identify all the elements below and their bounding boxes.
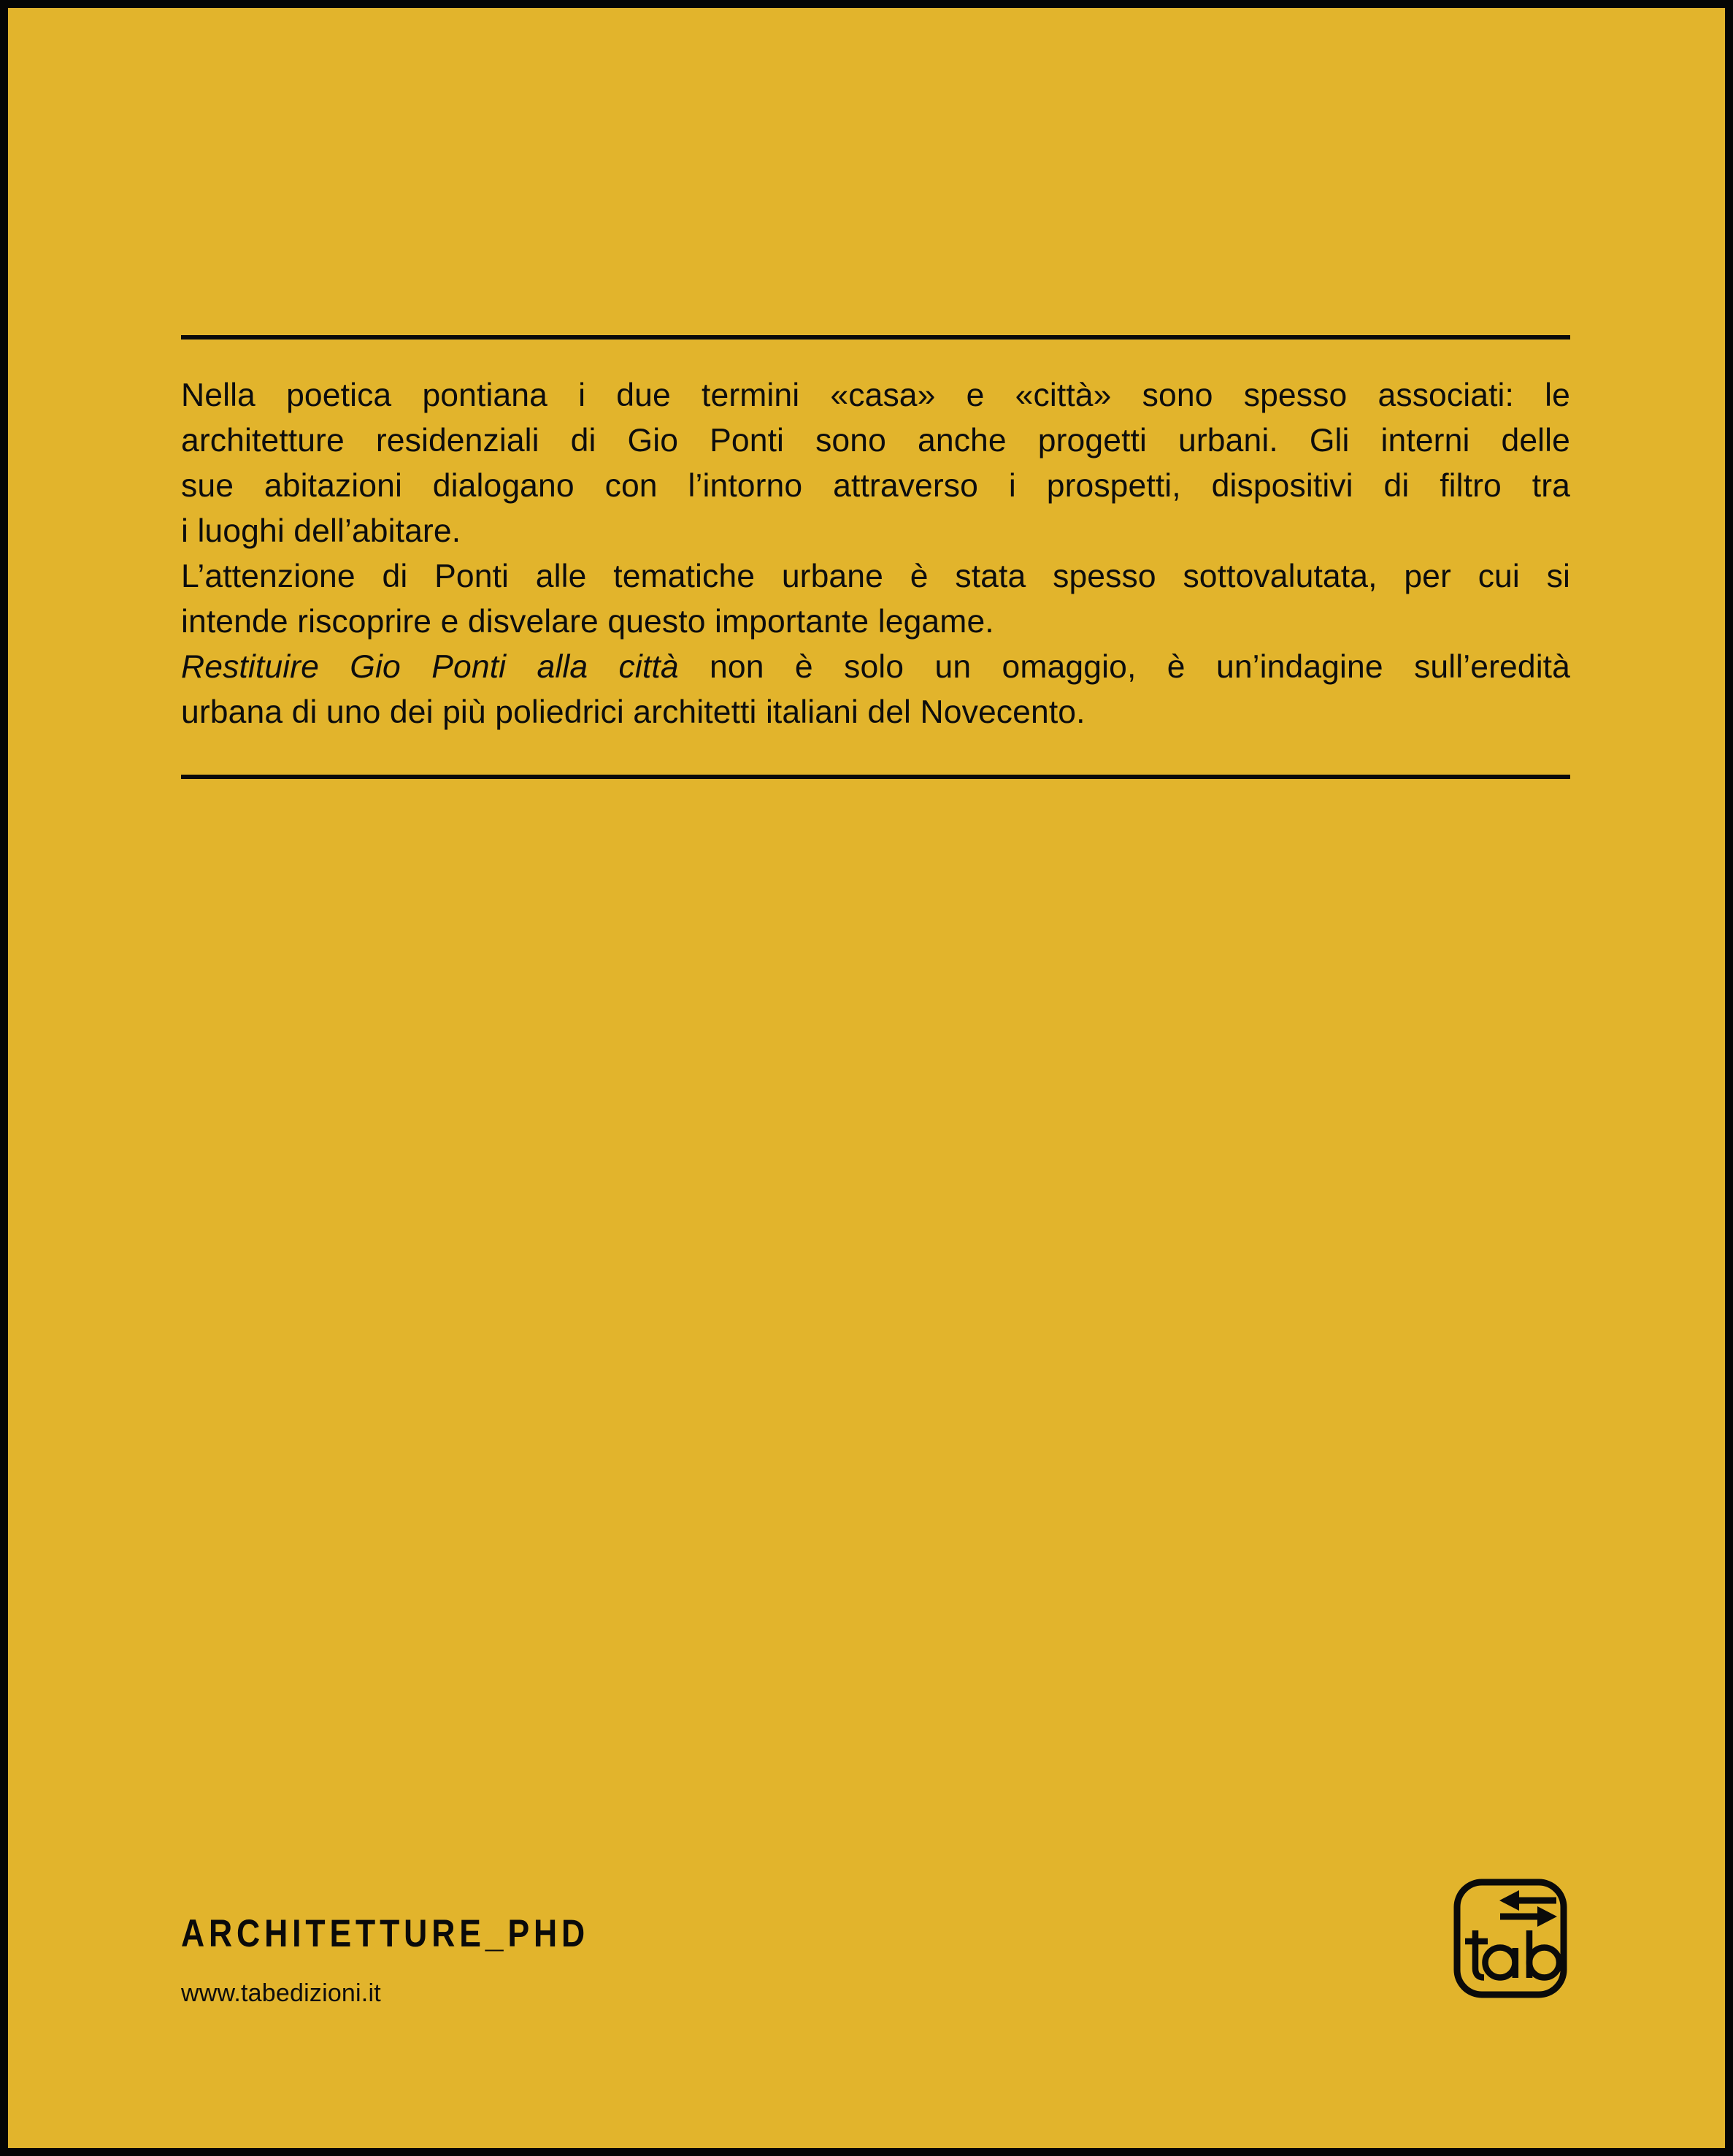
blurb-line: Nella poetica pontiana i due termini «casa» e «città» sono spesso associati: le xyxy=(181,377,1570,413)
blurb-line: sue abitazioni dialogano con l’intorno attraverso i prospetti, dispositivi di filtro tra xyxy=(181,468,1570,504)
blurb-line: Restituire Gio Ponti alla città non è solo un omaggio, è un’indagine sull’eredità xyxy=(181,649,1570,685)
bottom-rule xyxy=(181,775,1570,779)
left-arrow-icon xyxy=(1499,1890,1556,1911)
series-label: ARCHITETTURE_PHD xyxy=(181,1912,590,1955)
right-arrow-icon xyxy=(1500,1906,1557,1927)
blurb-line: intende riscoprire e disvelare questo importante legame. xyxy=(181,604,994,640)
top-rule xyxy=(181,335,1570,339)
blurb-line: architetture residenziali di Gio Ponti sono anche progetti urbani. Gli interni delle xyxy=(181,423,1570,459)
blurb-line: urbana di uno dei più poliedrici architetti italiani del Novecento. xyxy=(181,694,1085,730)
logo-letters xyxy=(1465,1930,1559,1978)
blurb-line: i luoghi dell’abitare. xyxy=(181,513,461,549)
publisher-website: www.tabedizioni.it xyxy=(181,1979,381,2007)
blurb xyxy=(181,373,1570,735)
tab-logo xyxy=(1453,1879,1567,1998)
blurb-line: L’attenzione di Ponti alle tematiche urbane è stata spesso sottovalutata, per cui si xyxy=(181,559,1570,594)
